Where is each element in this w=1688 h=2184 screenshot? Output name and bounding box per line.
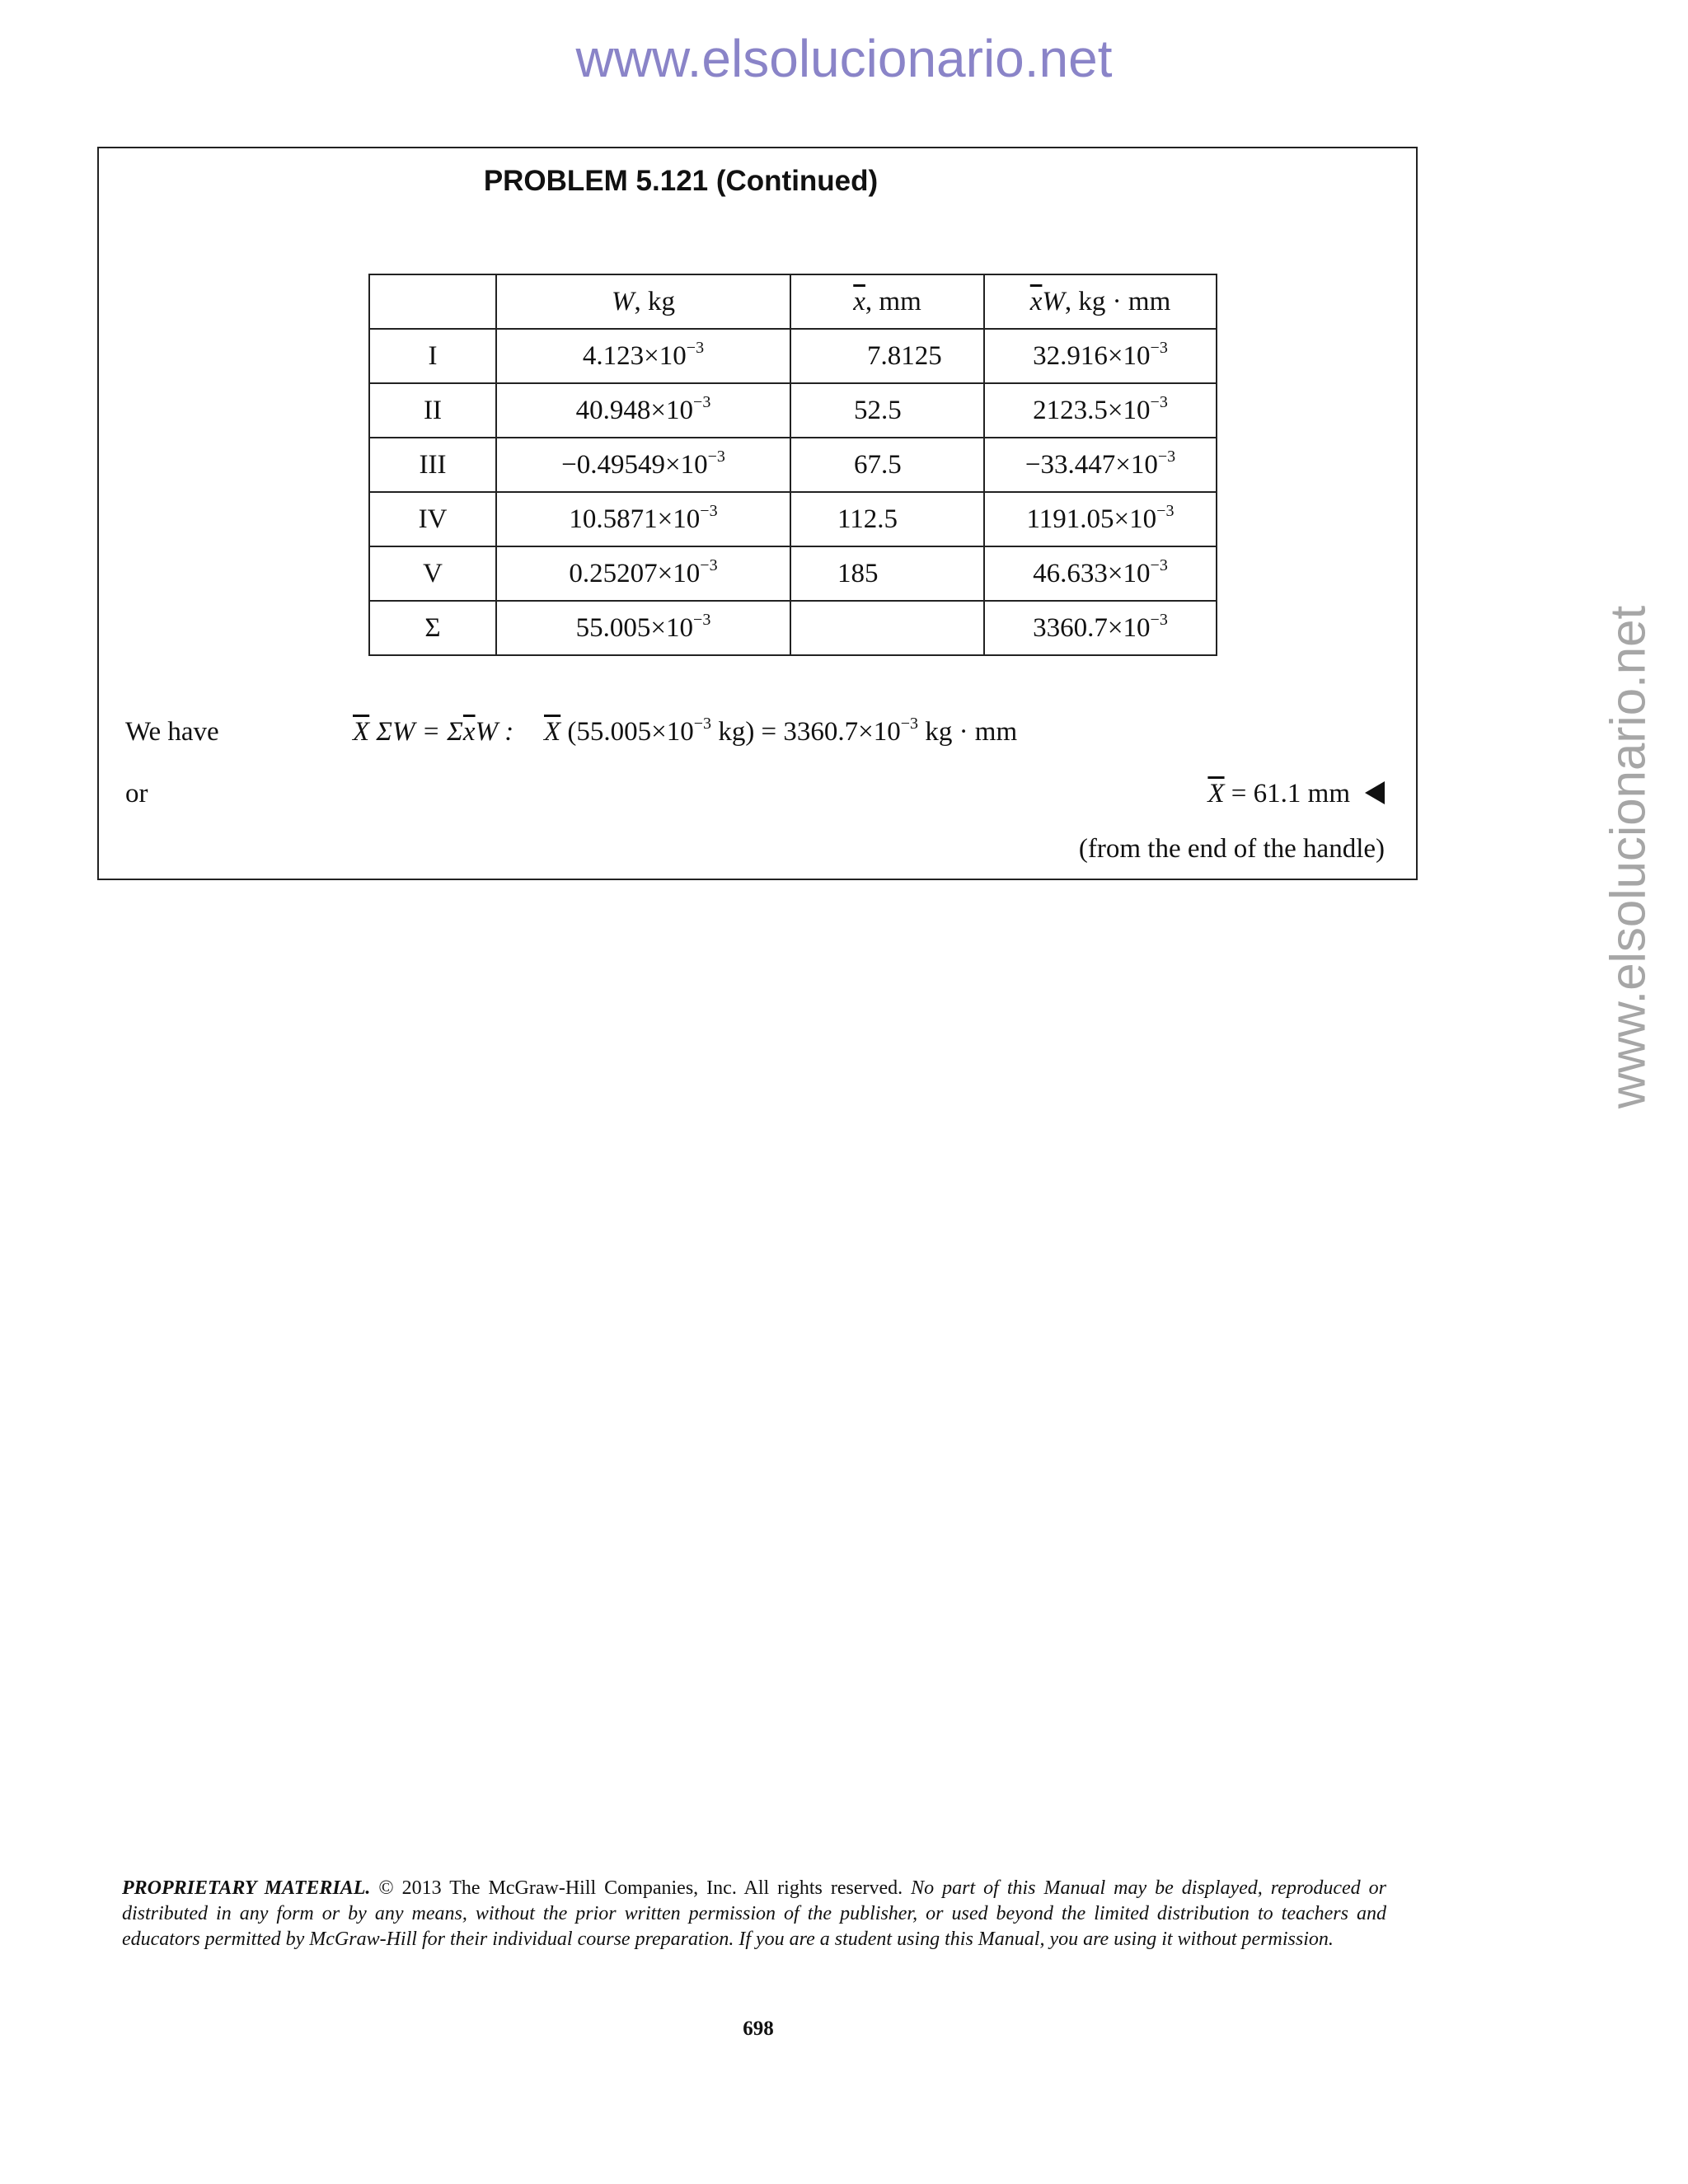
equation-substitution: $\overline{X}$ ($55.005\times 10^{-3}$ $kg) = 3360.7\times 10^{-3}$ kg · mm bbox=[544, 715, 1018, 747]
equation-relation: $\overline{X}$ $\Sigma W = \Sigma\overline{x}W$ : bbox=[353, 717, 514, 747]
w-cell: $40.948\times 10^{-3}$ bbox=[496, 383, 790, 438]
xw-cell: $-33.447\times 10^{-3}$ bbox=[984, 438, 1217, 492]
row-label: I bbox=[369, 329, 496, 383]
row-label: Σ bbox=[369, 601, 496, 655]
problem-title: PROBLEM 5.121 (Continued) bbox=[483, 165, 879, 197]
equation-lead: We have bbox=[125, 717, 219, 747]
x-cell: 112.5 bbox=[790, 492, 984, 546]
xw-cell: $1191.05\times 10^{-3}$ bbox=[984, 492, 1217, 546]
header-cell-x: $\overline{x}$, mm bbox=[790, 274, 984, 329]
xw-cell: $2123.5\times 10^{-3}$ bbox=[984, 383, 1217, 438]
x-cell: 67.5 bbox=[790, 438, 984, 492]
row-label: V bbox=[369, 546, 496, 601]
row-label: IV bbox=[369, 492, 496, 546]
table-row bbox=[369, 438, 1217, 492]
watermark-top: www.elsolucionario.net bbox=[575, 29, 1113, 88]
row-label: III bbox=[369, 438, 496, 492]
w-cell: $4.123\times 10^{-3}$ bbox=[496, 329, 790, 383]
x-cell: 185 bbox=[790, 546, 984, 601]
header-cell-xw: $\overline{x}W$, kg · mm bbox=[984, 274, 1217, 329]
w-cell: $10.5871\times 10^{-3}$ bbox=[496, 492, 790, 546]
page-number: 698 bbox=[743, 2018, 774, 2040]
centroid-table bbox=[368, 274, 1217, 656]
w-cell: $0.25207\times 10^{-3}$ bbox=[496, 546, 790, 601]
problem-frame bbox=[97, 147, 1418, 880]
xw-cell: $32.916\times 10^{-3}$ bbox=[984, 329, 1217, 383]
copyright-footer: PROPRIETARY MATERIAL. © 2013 The McGraw-Hill Companies, Inc. All rights reserved. No part of this Manual may be displayed, reproduced or distributed in any form or by any means, without the prior written permission of the publisher, or used beyond the limited distribution to teachers and educators permitted by McGraw-Hill for their individual course preparation. If you are a student using this Manual, you are using it without permission. bbox=[122, 1877, 1386, 1950]
table-row bbox=[369, 492, 1217, 546]
table-header-row bbox=[369, 274, 1217, 329]
row-label: II bbox=[369, 383, 496, 438]
x-cell bbox=[790, 601, 984, 655]
header-cell-empty bbox=[369, 274, 496, 329]
result-value: $\overline{X} = 61.1$ mm bbox=[1207, 779, 1385, 809]
table-row bbox=[369, 329, 1217, 383]
result-lead: or bbox=[125, 779, 148, 808]
result-note: (from the end of the handle) bbox=[1078, 834, 1385, 864]
watermark-side: www.elsolucionario.net bbox=[1600, 605, 1656, 1109]
x-cell: 7.8125 bbox=[790, 329, 984, 383]
table-row bbox=[369, 546, 1217, 601]
xw-cell: $46.633\times 10^{-3}$ bbox=[984, 546, 1217, 601]
answer-marker-icon bbox=[1365, 781, 1385, 804]
w-cell: $-0.49549\times 10^{-3}$ bbox=[496, 438, 790, 492]
header-cell-w: W, kg bbox=[496, 274, 790, 329]
table-row-sum bbox=[369, 601, 1217, 655]
xw-cell: $3360.7\times 10^{-3}$ bbox=[984, 601, 1217, 655]
w-cell: $55.005\times 10^{-3}$ bbox=[496, 601, 790, 655]
x-cell: 52.5 bbox=[790, 383, 984, 438]
table-row bbox=[369, 383, 1217, 438]
